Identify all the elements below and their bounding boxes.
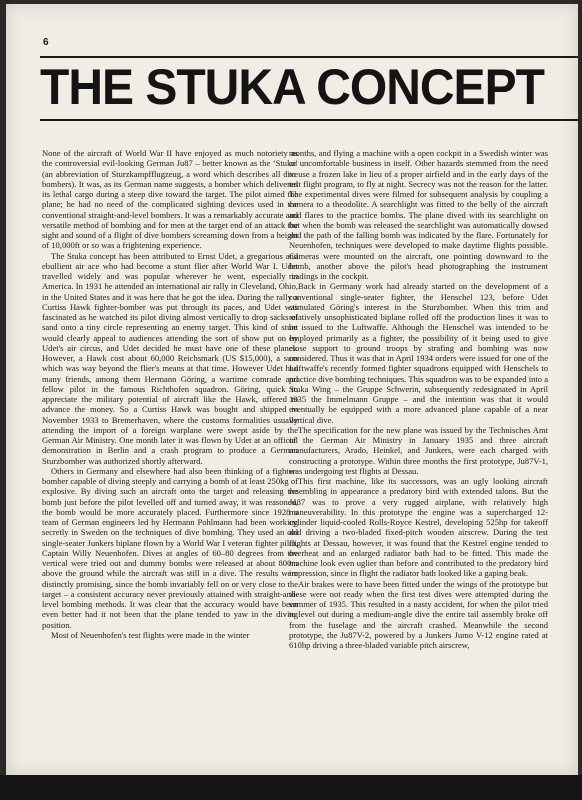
paragraph: The Stuka concept has been attributed to Ernst Udet, a gregarious and ebullient air ace who had become a stunt flier after World War I. Udet travelled widely and was popular wherever he went, especially in America. In 1931 he attended an international air rally in Cleveland, Ohio, in the United States and it was here that he got the idea. During the rally a Curtiss Hawk fighter-bomber was put through its paces, and Udet was fascinated as he watched its pilot diving almost vertically to drop sacks of sand onto a tiny circle representing an enemy target. This kind of stunt would clearly appeal to audiences attending the sort of show put on by Udet's air circus, and Udet decided he must have one of these planes. However, a Hawk cost about 60,000 Reichsmark (US $15,000), a sum which was way beyond the flier's means at that time. However Udet had many friends, among them Hermann Göring, a wartime comrade and fellow pilot in the famous Richthofen squadron. Göring, quick to appreciate the military potential of aircraft like the Hawk, offered to advance the money. So a Curtiss Hawk was bought and shipped in November 1933 to Bremerhaven, where the customs formalities usually attending the import of a foreign warplane were swept aside by the German Air Ministry. One month later it was flown by Udet at an official demonstration in Berlin and a crash program to produce a German Sturzbomber was authorized shortly afterward. <box>42 250 298 466</box>
title-bottom-rule <box>40 119 578 121</box>
paragraph: This first machine, like its successors, was an ugly looking aircraft resembling in appearance a predatory bird with extended talons. But the Ju87 was to prove a very rugged airplane, with relatively high maneuverability. In this prototype the engine was a supercharged 12-cylinder liquid-cooled Rolls-Royce Kestrel, developing 525hp for takeoff and driving a two-bladed fixed-pitch wooden airscrew. During the test flights at Dessau, however, it was found that the Kestrel engine tended to overheat and an enlarged radiator bath had to be fitted. This made the machine look even uglier than before and contributed to the predatory bird impression, since in flight the radiator bath looked like a gaping beak. <box>289 476 548 579</box>
scan-edge <box>0 775 582 800</box>
paragraph: Most of Neuenhofen's test flights were made in the winter <box>51 629 250 640</box>
right-column <box>289 148 548 650</box>
paragraph: Air brakes were to have been fitted under the wings of the prototype but these were not ready when the first test dives were attempted during the summer of 1935. This resulted in a nasty accident, for when the pilot tried to level out during a medium-angle dive the entire tail assembly broke off from the fuselage and the aircraft crashed. Meanwhile the second prototype, the Ju87V-2, powered by a Junkers Jumo V-12 engine rated at 610hp driving a three-bladed variable pitch airscrew, <box>289 578 548 650</box>
book-page <box>6 4 578 775</box>
paragraph: Back in Germany work had already started on the development of a conventional single-seater fighter, the Henschel 123, before Udet stimulated Göring's interest in the Sturzbomber. When this trim and relatively unsophisticated biplane rolled off the production lines it was to be issued to the Luftwaffe. Although the Henschel was intended to be employed primarily as a fighter, the possibility of it being used to give close support to ground troops by strafing and bombing was now considered. Thus it was that in April 1934 orders were issued for one of the Luftwaffe's recently formed fighter squadrons equipped with Henschels to practice dive bombing techniques. This squadron was to be expanded into a Stuka Wing – the Gruppe Schwerin, subsequently redesignated in April 1935 the Immelmann Gruppe – and the intention was that it would eventually be equipped with a more advanced plane capable of a near vertical dive. <box>289 281 548 425</box>
title-top-rule <box>40 56 578 58</box>
paragraph: None of the aircraft of World War II have enjoyed as much notoriety as the controversial evil-looking German Ju87 – better known as the ‘Stuka’ (an abbreviation of Sturzkampfflugzeug, a word which describes all dive bombers). It was, as its German name suggests, a bomber which delivered its lethal cargo during a steep dive toward the target. The pilot aimed the plane; he had no need of the complicated sighting devices used in the conventional straight-and-level bombers. It was a remarkably accurate and versatile method of bombing and for men at the target end of an attack the sight and sound of a flight of dive bombers screaming down from a height of 10,000ft or so was a frightening experience. <box>42 148 298 251</box>
paragraph: The specification for the new plane was issued by the Technisches Amt of the German Air Ministry in January 1935 and three aircraft manufacturers, Arado, Heinkel, and Junkers, were each charged with constructing a prototype. Within three months the first prototype, Ju87V-1, was undergoing test flights at Dessau. <box>289 424 548 476</box>
left-column <box>42 148 298 640</box>
page-number: 6 <box>43 37 49 48</box>
paragraph: months, and flying a machine with a open cockpit in a Swedish winter was an uncomfortable business in itself. Other hazards stemmed from the need to use a frozen lake in lieu of a proper airfield and in the early days of the test flight program, to fly at night. Secrecy was not the reason for the latter. The experimental dives were filmed for subsequent analysis by coupling a camera to a theodolite. A searchlight was fitted to the belly of the aircraft and flares to the practice bombs. The plane dived with its searchlight on but when the bomb was released the searchlight was automatically dowsed and the path of the falling bomb was indicated by the flare. Fortunately for Neuenhofen, techniques were developed to make daytime flights possible. Cameras were mounted on the aircraft, one pointing downward to the bomb, another above the pilot's head photographing the instrument readings in the cockpit. <box>289 148 548 281</box>
page-title: THE STUKA CONCEPT <box>40 60 544 116</box>
paragraph: Others in Germany and elsewhere had also been thinking of a fighter-bomber capable of diving steeply and carrying a bomb of at least 250kg of explosive. By diving such an aircraft onto the target and releasing the bomb just before the pilot levelled off and turned away, it was reasoned, the bomb would be more accurately placed. Furthermore since 1928 a team of German engineers led by Hermann Pohlmann had been working secretly in Sweden on the techniques of dive bombing. They used an old single-seater Junkers biplane flown by a World War I veteran fighter pilot, Captain Willy Neuenhofen. Dives at angles of 60–80 degrees from the vertical were tried out and dummy bombs were released at about 800m above the ground while the aircraft was still in a dive. The results were distinctly promising, since the bomb invariably fell on or very close to the target – a consistent accuracy never previously attained with straight-and-level bombing methods. It was clear that the accuracy would have been even better had it not been that the plane tended to yaw in the diving position. <box>42 465 298 630</box>
